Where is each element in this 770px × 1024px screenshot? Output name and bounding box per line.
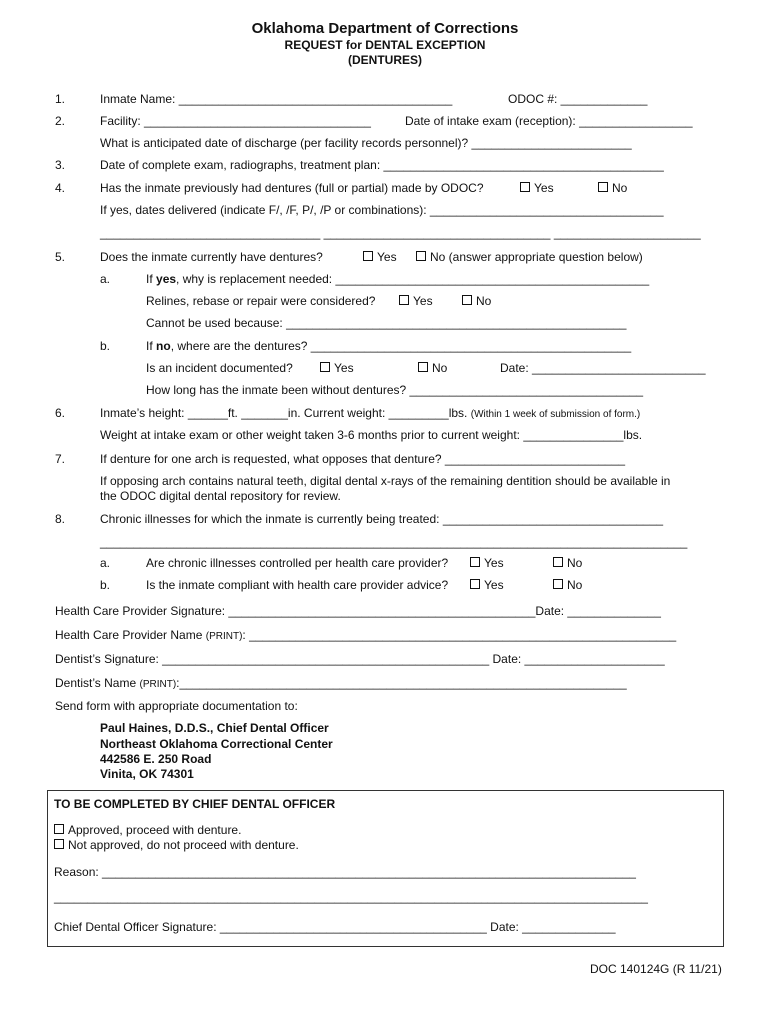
approved-checkbox[interactable]: Approved, proceed with denture. [54, 823, 241, 837]
checkbox-icon [470, 579, 480, 589]
inmate-name-field[interactable]: Inmate Name: _________________________________________ [100, 92, 453, 106]
compliance-no-checkbox[interactable]: No [553, 578, 582, 592]
reason-line[interactable]: _________________________________________________________________________________________ [54, 890, 648, 904]
compliance-question: Is the inmate compliant with health care provider advice? [146, 578, 449, 592]
address-line: 442586 E. 250 Road [100, 752, 212, 766]
checkbox-icon [363, 251, 373, 261]
form-title: REQUEST for DENTAL EXCEPTION [284, 38, 486, 52]
relines-question: Relines, rebase or repair were considered? [146, 294, 376, 308]
address-line: Paul Haines, D.D.S., Chief Dental Officer [100, 721, 329, 735]
checkbox-icon [553, 579, 563, 589]
sub-item-letter: a. [100, 272, 111, 286]
illness-controlled-no-checkbox[interactable]: No [553, 556, 582, 570]
intake-exam-date-field[interactable]: Date of intake exam (reception): _________________ [405, 114, 693, 128]
compliance-yes-checkbox[interactable]: Yes [470, 578, 504, 592]
address-line: Northeast Oklahoma Correctional Center [100, 737, 333, 751]
weight-timing-note: (Within 1 week of submission of form.) [470, 409, 641, 420]
incident-question: Is an incident documented? [146, 361, 293, 375]
chronic-illnesses-field[interactable]: Chronic illnesses for which the inmate is currently being treated: _________________________________ [100, 512, 664, 526]
opposing-arch-field[interactable]: If denture for one arch is requested, what opposes that denture? ___________________________ [100, 452, 626, 466]
dentist-signature-field[interactable]: Dentist’s Signature: _________________________________________________ Date: _____________________ [55, 652, 665, 666]
checkbox-icon [416, 251, 426, 261]
complete-exam-date-field[interactable]: Date of complete exam, radiographs, treatment plan: __________________________________________ [100, 158, 664, 172]
checkbox-icon [520, 182, 530, 192]
chronic-illnesses-line[interactable]: ________________________________________________________________________________________ [100, 535, 688, 549]
not-approved-checkbox[interactable]: Not approved, do not proceed with denture. [54, 838, 299, 852]
checkbox-icon [399, 295, 409, 305]
dates-delivered-field[interactable]: If yes, dates delivered (indicate F/, /F, P/, /P or combinations): ___________________________________ [100, 203, 664, 217]
address-line: Vinita, OK 74301 [100, 767, 194, 781]
relines-no-checkbox[interactable]: No [462, 294, 491, 308]
relines-yes-checkbox[interactable]: Yes [399, 294, 433, 308]
opposing-arch-note: If opposing arch contains natural teeth, digital dental x-rays of the remaining dentition should be available in [100, 474, 671, 488]
illness-controlled-question: Are chronic illnesses controlled per health care provider? [146, 556, 449, 570]
previous-dentures-no-checkbox[interactable]: No [598, 181, 627, 195]
item-number: 8. [55, 512, 66, 526]
item-number: 3. [55, 158, 66, 172]
chief-dental-officer-box [47, 790, 724, 947]
current-dentures-yes-checkbox[interactable]: Yes [363, 250, 397, 264]
current-dentures-question: Does the inmate currently have dentures? [100, 250, 323, 264]
current-dentures-no-checkbox[interactable]: No (answer appropriate question below) [416, 250, 643, 264]
form-number: DOC 140124G (R 11/21) [590, 962, 722, 976]
checkbox-icon [320, 362, 330, 372]
hcp-signature-field[interactable]: Health Care Provider Signature: ______________________________________________Date: ______________ [55, 604, 661, 618]
cdo-box-heading: TO BE COMPLETED BY CHIEF DENTAL OFFICER [54, 797, 336, 811]
discharge-date-field[interactable]: What is anticipated date of discharge (per facility records personnel)? ________________________ [100, 136, 632, 150]
form-subtitle: (DENTURES) [348, 53, 422, 67]
checkbox-icon [54, 839, 64, 849]
dentist-name-field[interactable]: Dentist’s Name (PRINT):___________________________________________________________________ [55, 676, 627, 690]
checkbox-icon [54, 824, 64, 834]
cannot-be-used-field[interactable]: Cannot be used because: ___________________________________________________ [146, 316, 627, 330]
sub-item-letter: b. [100, 339, 111, 353]
incident-date-field[interactable]: Date: __________________________ [500, 361, 706, 375]
reason-field[interactable]: Reason: ________________________________________________________________________________ [54, 865, 636, 879]
facility-field[interactable]: Facility: __________________________________ [100, 114, 371, 128]
replacement-reason-field[interactable]: If yes, why is replacement needed: _______________________________________________ [146, 272, 650, 286]
sub-item-letter: b. [100, 578, 111, 592]
opposing-arch-note-cont: the ODOC digital dental repository for review. [100, 489, 341, 503]
dentures-location-field[interactable]: If no, where are the dentures? ________________________________________________ [146, 339, 632, 353]
item-number: 6. [55, 406, 66, 420]
previous-dentures-yes-checkbox[interactable]: Yes [520, 181, 554, 195]
agency-title: Oklahoma Department of Corrections [251, 20, 519, 37]
cdo-signature-field[interactable]: Chief Dental Officer Signature: ________________________________________ Date: ______________ [54, 920, 616, 934]
item-number: 1. [55, 92, 66, 106]
checkbox-icon [598, 182, 608, 192]
send-instructions: Send form with appropriate documentation to: [55, 699, 298, 713]
height-weight-field[interactable]: Inmate’s height: ______ft. _______in. Current weight: _________lbs. (Within 1 week of submission of form.) [100, 406, 641, 420]
time-without-dentures-field[interactable]: How long has the inmate been without dentures? ___________________________________ [146, 383, 644, 397]
checkbox-icon [418, 362, 428, 372]
checkbox-icon [553, 557, 563, 567]
dates-delivered-line[interactable]: _________________________________ __________________________________ ______________________ [100, 226, 701, 240]
odoc-number-field[interactable]: ODOC #: _____________ [508, 92, 648, 106]
item-number: 5. [55, 250, 66, 264]
intake-weight-field[interactable]: Weight at intake exam or other weight taken 3-6 months prior to current weight: _______________lbs. [100, 428, 643, 442]
illness-controlled-yes-checkbox[interactable]: Yes [470, 556, 504, 570]
item-number: 7. [55, 452, 66, 466]
checkbox-icon [470, 557, 480, 567]
checkbox-icon [462, 295, 472, 305]
sub-item-letter: a. [100, 556, 111, 570]
incident-yes-checkbox[interactable]: Yes [320, 361, 354, 375]
incident-no-checkbox[interactable]: No [418, 361, 447, 375]
item-number: 2. [55, 114, 66, 128]
hcp-name-field[interactable]: Health Care Provider Name (PRINT): ________________________________________________________________ [55, 628, 677, 642]
previous-dentures-question: Has the inmate previously had dentures (full or partial) made by ODOC? [100, 181, 484, 195]
item-number: 4. [55, 181, 66, 195]
